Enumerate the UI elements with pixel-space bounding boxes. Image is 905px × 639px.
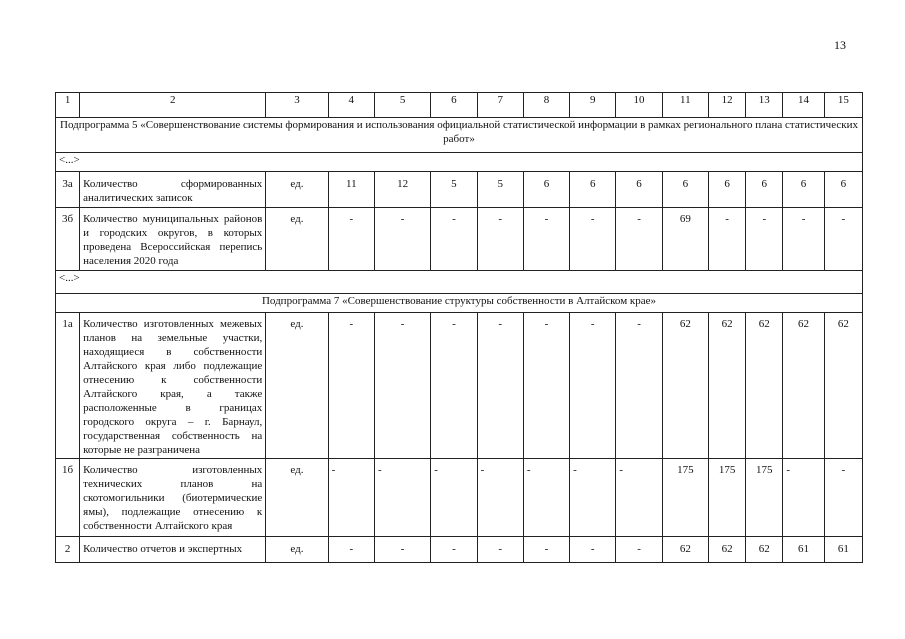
value: 62 — [662, 313, 708, 459]
table-row — [56, 208, 863, 271]
subprogram-header-row — [56, 294, 863, 313]
value: - — [570, 313, 616, 459]
value: - — [523, 537, 569, 563]
value: 6 — [523, 172, 569, 208]
column-number: 6 — [431, 93, 477, 118]
value: 62 — [746, 313, 783, 459]
column-number: 5 — [374, 93, 430, 118]
value: - — [570, 459, 616, 537]
value: - — [616, 537, 662, 563]
value: - — [616, 459, 662, 537]
value: 62 — [708, 537, 745, 563]
value: - — [374, 313, 430, 459]
row-number: 2 — [56, 537, 80, 563]
value: - — [477, 313, 523, 459]
column-number: 13 — [746, 93, 783, 118]
value: - — [477, 208, 523, 271]
ellipsis-marker: <...> — [56, 271, 863, 294]
unit: ед. — [266, 208, 328, 271]
page-number: 13 — [834, 38, 846, 52]
value: 6 — [616, 172, 662, 208]
unit: ед. — [266, 459, 328, 537]
unit: ед. — [266, 537, 328, 563]
value: - — [824, 208, 862, 271]
value: - — [708, 208, 745, 271]
value: - — [570, 537, 616, 563]
subprogram-7-title: Подпрограмма 7 «Совершенствование структуры собственности в Алтайском крае» — [56, 294, 863, 313]
value: 69 — [662, 208, 708, 271]
value: 6 — [746, 172, 783, 208]
subprogram-header-row — [56, 118, 863, 153]
row-number: 1а — [56, 313, 80, 459]
value: - — [570, 208, 616, 271]
row-number: 1б — [56, 459, 80, 537]
value: - — [523, 208, 569, 271]
column-number: 4 — [328, 93, 374, 118]
value: - — [328, 313, 374, 459]
value: - — [431, 459, 477, 537]
value: 62 — [708, 313, 745, 459]
table-row — [56, 313, 863, 459]
value: - — [431, 208, 477, 271]
column-number: 10 — [616, 93, 662, 118]
value: - — [783, 208, 824, 271]
ellipsis-marker: <...> — [56, 153, 863, 172]
table-row — [56, 459, 863, 537]
indicator-name: Количество отчетов и экспертных — [80, 537, 266, 563]
column-number: 12 — [708, 93, 745, 118]
value: 61 — [824, 537, 862, 563]
value: 6 — [824, 172, 862, 208]
table-row — [56, 537, 863, 563]
row-number: 3а — [56, 172, 80, 208]
column-number: 1 — [56, 93, 80, 118]
indicator-name: Количество муниципальных районов и городских округов, в которых проведена Всероссийская перепись населения 2020 года — [80, 208, 266, 271]
value: - — [328, 537, 374, 563]
value: - — [328, 459, 374, 537]
column-number: 9 — [570, 93, 616, 118]
indicator-name: Количество изготовленных межевых планов на земельные участки, находящиеся в собственности Алтайского края либо подлежащие отнесению к собственности Алтайского края, а также расположенные в границах городского округа – г. Барнаул, государственная собственность на которые не разграничена — [80, 313, 266, 459]
value: 12 — [374, 172, 430, 208]
value: 61 — [783, 537, 824, 563]
value: - — [783, 459, 824, 537]
value: 62 — [824, 313, 862, 459]
value: 175 — [746, 459, 783, 537]
value: - — [374, 208, 430, 271]
column-number: 2 — [80, 93, 266, 118]
unit: ед. — [266, 172, 328, 208]
row-number: 3б — [56, 208, 80, 271]
value: 62 — [783, 313, 824, 459]
column-number: 11 — [662, 93, 708, 118]
value: - — [477, 459, 523, 537]
value: 6 — [708, 172, 745, 208]
column-number: 3 — [266, 93, 328, 118]
value: - — [523, 313, 569, 459]
table-row — [56, 172, 863, 208]
column-number: 8 — [523, 93, 569, 118]
value: 175 — [662, 459, 708, 537]
value: - — [374, 459, 430, 537]
value: - — [746, 208, 783, 271]
unit: ед. — [266, 313, 328, 459]
column-number: 14 — [783, 93, 824, 118]
value: 175 — [708, 459, 745, 537]
indicator-name: Количество сформированных аналитических записок — [80, 172, 266, 208]
value: - — [431, 537, 477, 563]
ellipsis-row — [56, 153, 863, 172]
column-number-row — [56, 93, 863, 118]
value: - — [616, 313, 662, 459]
indicators-table — [55, 92, 863, 563]
value: 11 — [328, 172, 374, 208]
indicator-name: Количество изготовленных технических планов на скотомогильники (биотермические ямы), подлежащие отнесению к собственности Алтайского края — [80, 459, 266, 537]
value: - — [523, 459, 569, 537]
value: - — [328, 208, 374, 271]
value: - — [477, 537, 523, 563]
value: - — [824, 459, 862, 537]
value: 5 — [431, 172, 477, 208]
column-number: 7 — [477, 93, 523, 118]
column-number: 15 — [824, 93, 862, 118]
value: 62 — [662, 537, 708, 563]
value: 6 — [570, 172, 616, 208]
value: 5 — [477, 172, 523, 208]
value: - — [374, 537, 430, 563]
subprogram-5-title: Подпрограмма 5 «Совершенствование системы формирования и использования официальной статистической информации в рамках регионального плана статистических работ» — [56, 118, 863, 153]
value: 6 — [662, 172, 708, 208]
ellipsis-row — [56, 271, 863, 294]
value: 62 — [746, 537, 783, 563]
value: 6 — [783, 172, 824, 208]
value: - — [431, 313, 477, 459]
value: - — [616, 208, 662, 271]
